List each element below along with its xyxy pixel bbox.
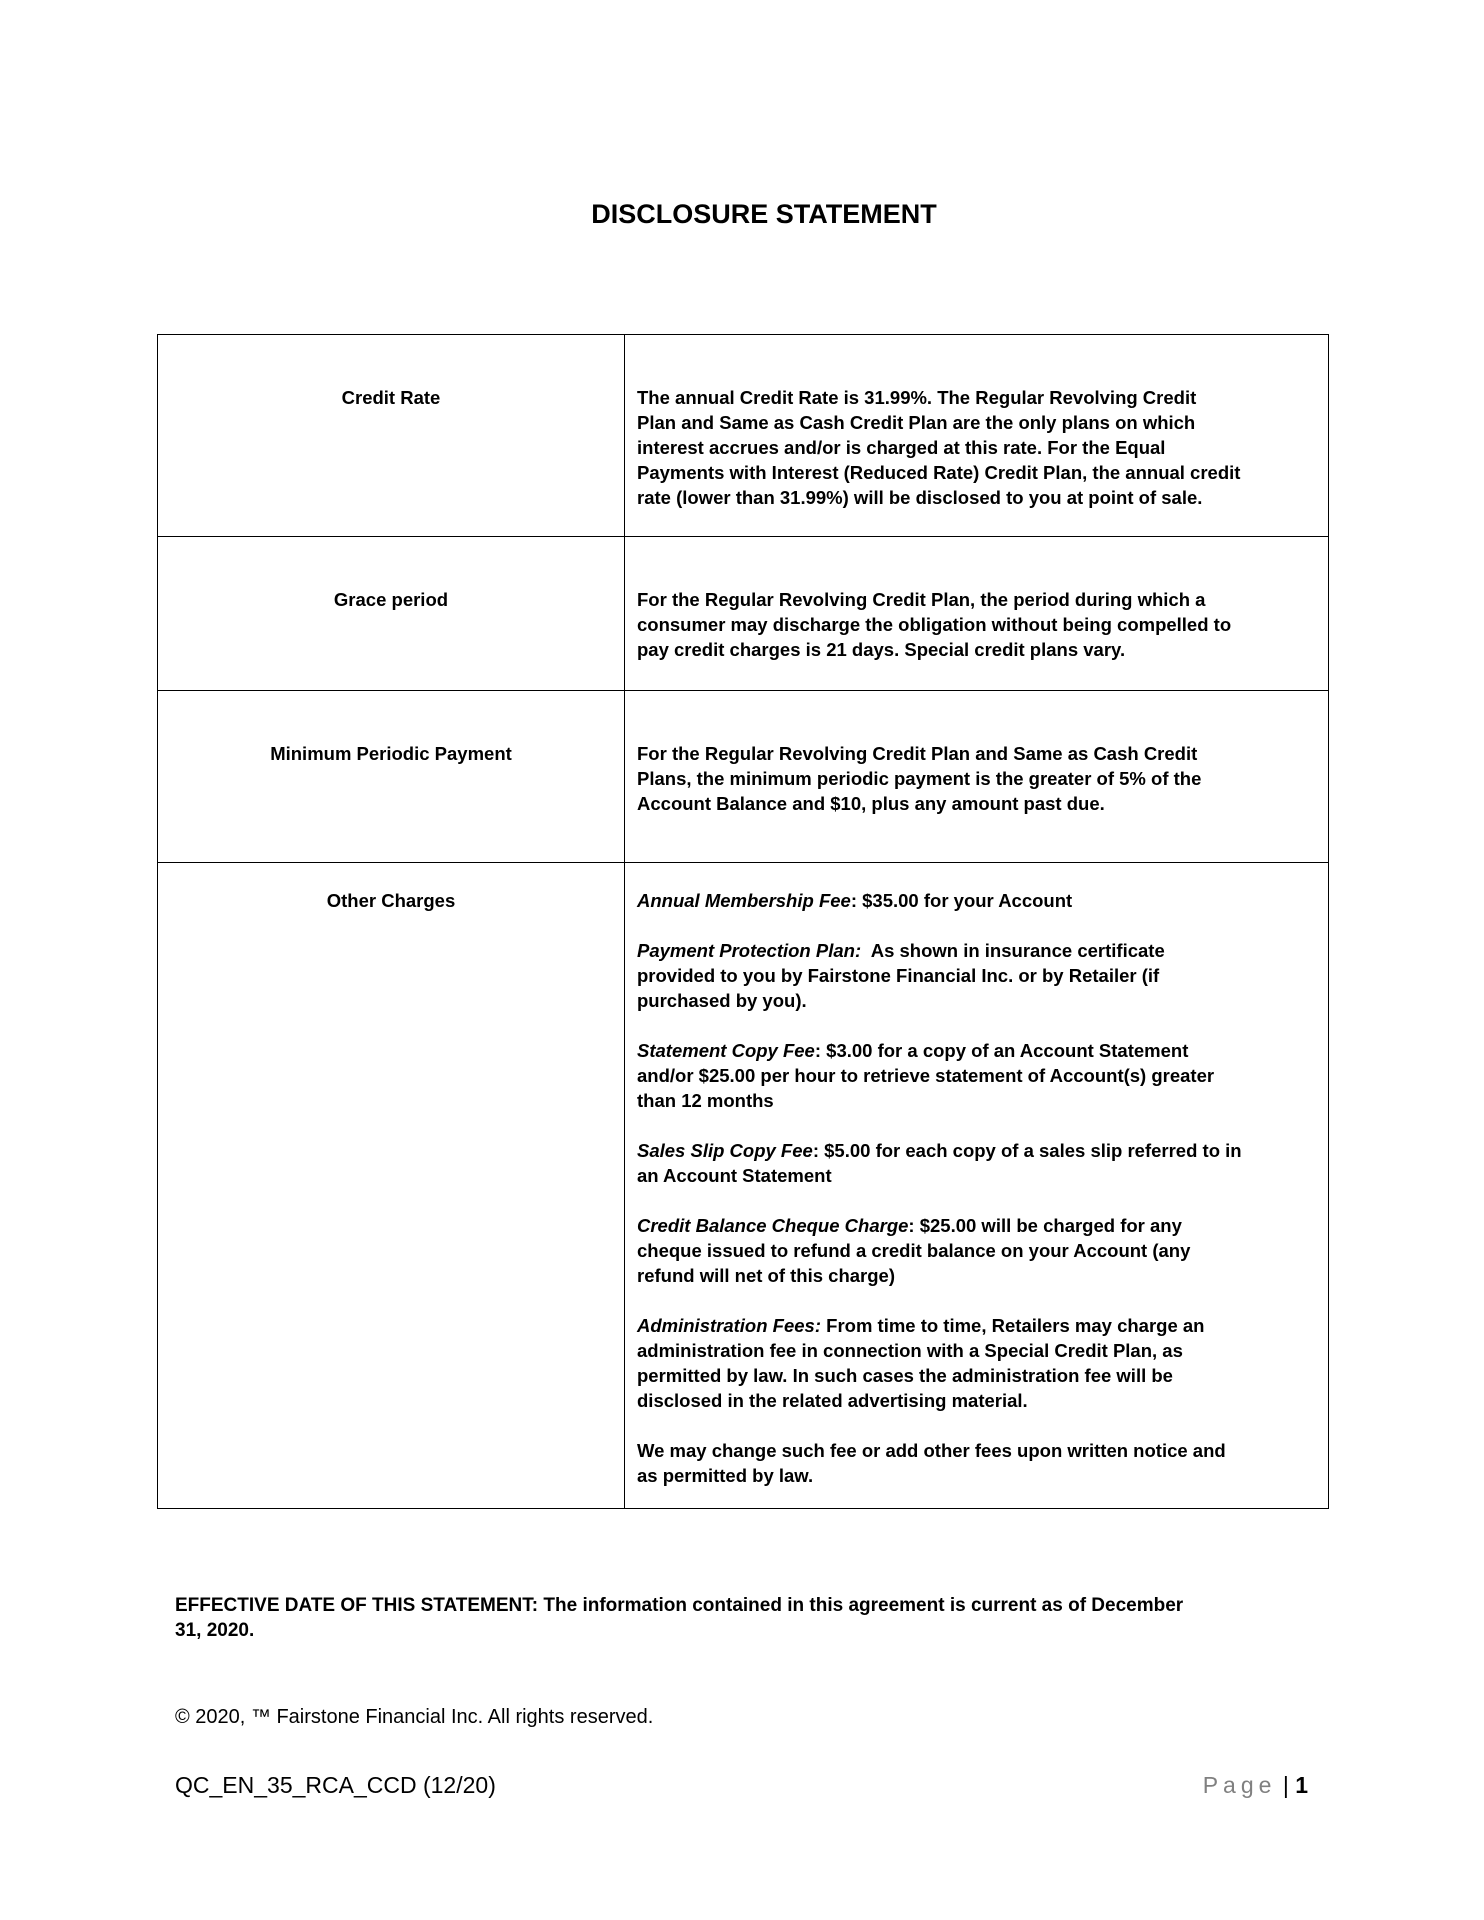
text-line: Account Balance and $10, plus any amount past due. [637,793,1105,814]
text-line: rate (lower than 31.99%) will be disclosed to you at point of sale. [637,487,1203,508]
text-line: and/or $25.00 per hour to retrieve statement of Account(s) greater [637,1065,1215,1086]
charge-first-line [637,1038,1320,1063]
text-line: cheque issued to refund a credit balance on your Account (any [637,1240,1191,1261]
text-line: For the Regular Revolving Credit Plan and Same as Cash Credit [637,743,1198,764]
page-number-value: 1 [1295,1772,1308,1798]
charge-first-line [637,888,1320,913]
row-text [625,691,1329,863]
charge-detail: : $35.00 for your Account [850,890,1073,911]
charge-item [637,1138,1320,1188]
row-text [625,335,1329,537]
page-separator: | [1282,1772,1289,1798]
charge-item [637,1313,1320,1413]
effective-date-line: EFFECTIVE DATE OF THIS STATEMENT: The information contained in this agreement is current as of December [175,1595,1184,1616]
charge-detail: As shown in insurance certificate [861,940,1165,961]
charge-item [637,1213,1320,1288]
row-label: Other Charges [158,863,625,1509]
page-number [1203,1772,1308,1799]
text-line: purchased by you). [637,990,807,1011]
row-text [625,863,1329,1509]
row-label: Credit Rate [158,335,625,537]
effective-date [175,1593,1183,1643]
charge-name: Statement Copy Fee [637,1040,815,1061]
charge-detail: : $3.00 for a copy of an Account Statement [814,1040,1189,1061]
row-text [625,537,1329,691]
table-row [158,335,1329,537]
charge-item [637,938,1320,1013]
text-line: permitted by law. In such cases the administration fee will be [637,1365,1173,1386]
charge-first-line [637,938,1320,963]
text-line: The annual Credit Rate is 31.99%. The Regular Revolving Credit [637,387,1197,408]
charge-detail: : $25.00 will be charged for any [908,1215,1182,1236]
page-title: DISCLOSURE STATEMENT [591,199,937,229]
text-line: as permitted by law. [637,1465,814,1486]
charge-detail: : $5.00 for each copy of a sales slip referred to in [812,1140,1242,1161]
row-label: Grace period [158,537,625,691]
charge-first-line [637,1313,1320,1338]
text-line: refund will net of this charge) [637,1265,895,1286]
text-line: We may change such fee or add other fees upon written notice and [637,1440,1226,1461]
disclosure-table [157,334,1329,1509]
text-line: pay credit charges is 21 days. Special credit plans vary. [637,639,1126,660]
text-line: provided to you by Fairstone Financial Inc. or by Retailer (if [637,965,1160,986]
charge-item [637,888,1320,913]
charge-name: Administration Fees: [637,1315,821,1336]
charge-name: Payment Protection Plan: [637,940,862,961]
text-line: consumer may discharge the obligation without being compelled to [637,614,1232,635]
charge-name: Sales Slip Copy Fee [637,1140,813,1161]
charge-first-line [637,1213,1320,1238]
text-line: administration fee in connection with a Special Credit Plan, as [637,1340,1183,1361]
text-line: Plans, the minimum periodic payment is the greater of 5% of the [637,768,1202,789]
page-label: Page [1202,1772,1277,1798]
text-line: Payments with Interest (Reduced Rate) Credit Plan, the annual credit [637,462,1241,483]
text-line: Plan and Same as Cash Credit Plan are the only plans on which [637,412,1196,433]
closing-note [637,1438,1320,1488]
charge-name: Annual Membership Fee [637,890,851,911]
effective-date-line: 31, 2020. [175,1620,255,1641]
document-code: QC_EN_35_RCA_CCD (12/20) [175,1772,496,1798]
table-row [158,691,1329,863]
text-line: For the Regular Revolving Credit Plan, the period during which a [637,589,1206,610]
text-line: disclosed in the related advertising material. [637,1390,1028,1411]
row-label: Minimum Periodic Payment [158,691,625,863]
copyright: © 2020, ™ Fairstone Financial Inc. All rights reserved. [175,1706,654,1728]
text-line: than 12 months [637,1090,774,1111]
charge-name: Credit Balance Cheque Charge [637,1215,909,1236]
table-row-other-charges [158,863,1329,1509]
text-line: an Account Statement [637,1165,832,1186]
text-line: interest accrues and/or is charged at this rate. For the Equal [637,437,1166,458]
charge-detail: From time to time, Retailers may charge an [821,1315,1205,1336]
charge-first-line [637,1138,1320,1163]
table-row [158,537,1329,691]
charge-item [637,1038,1320,1113]
